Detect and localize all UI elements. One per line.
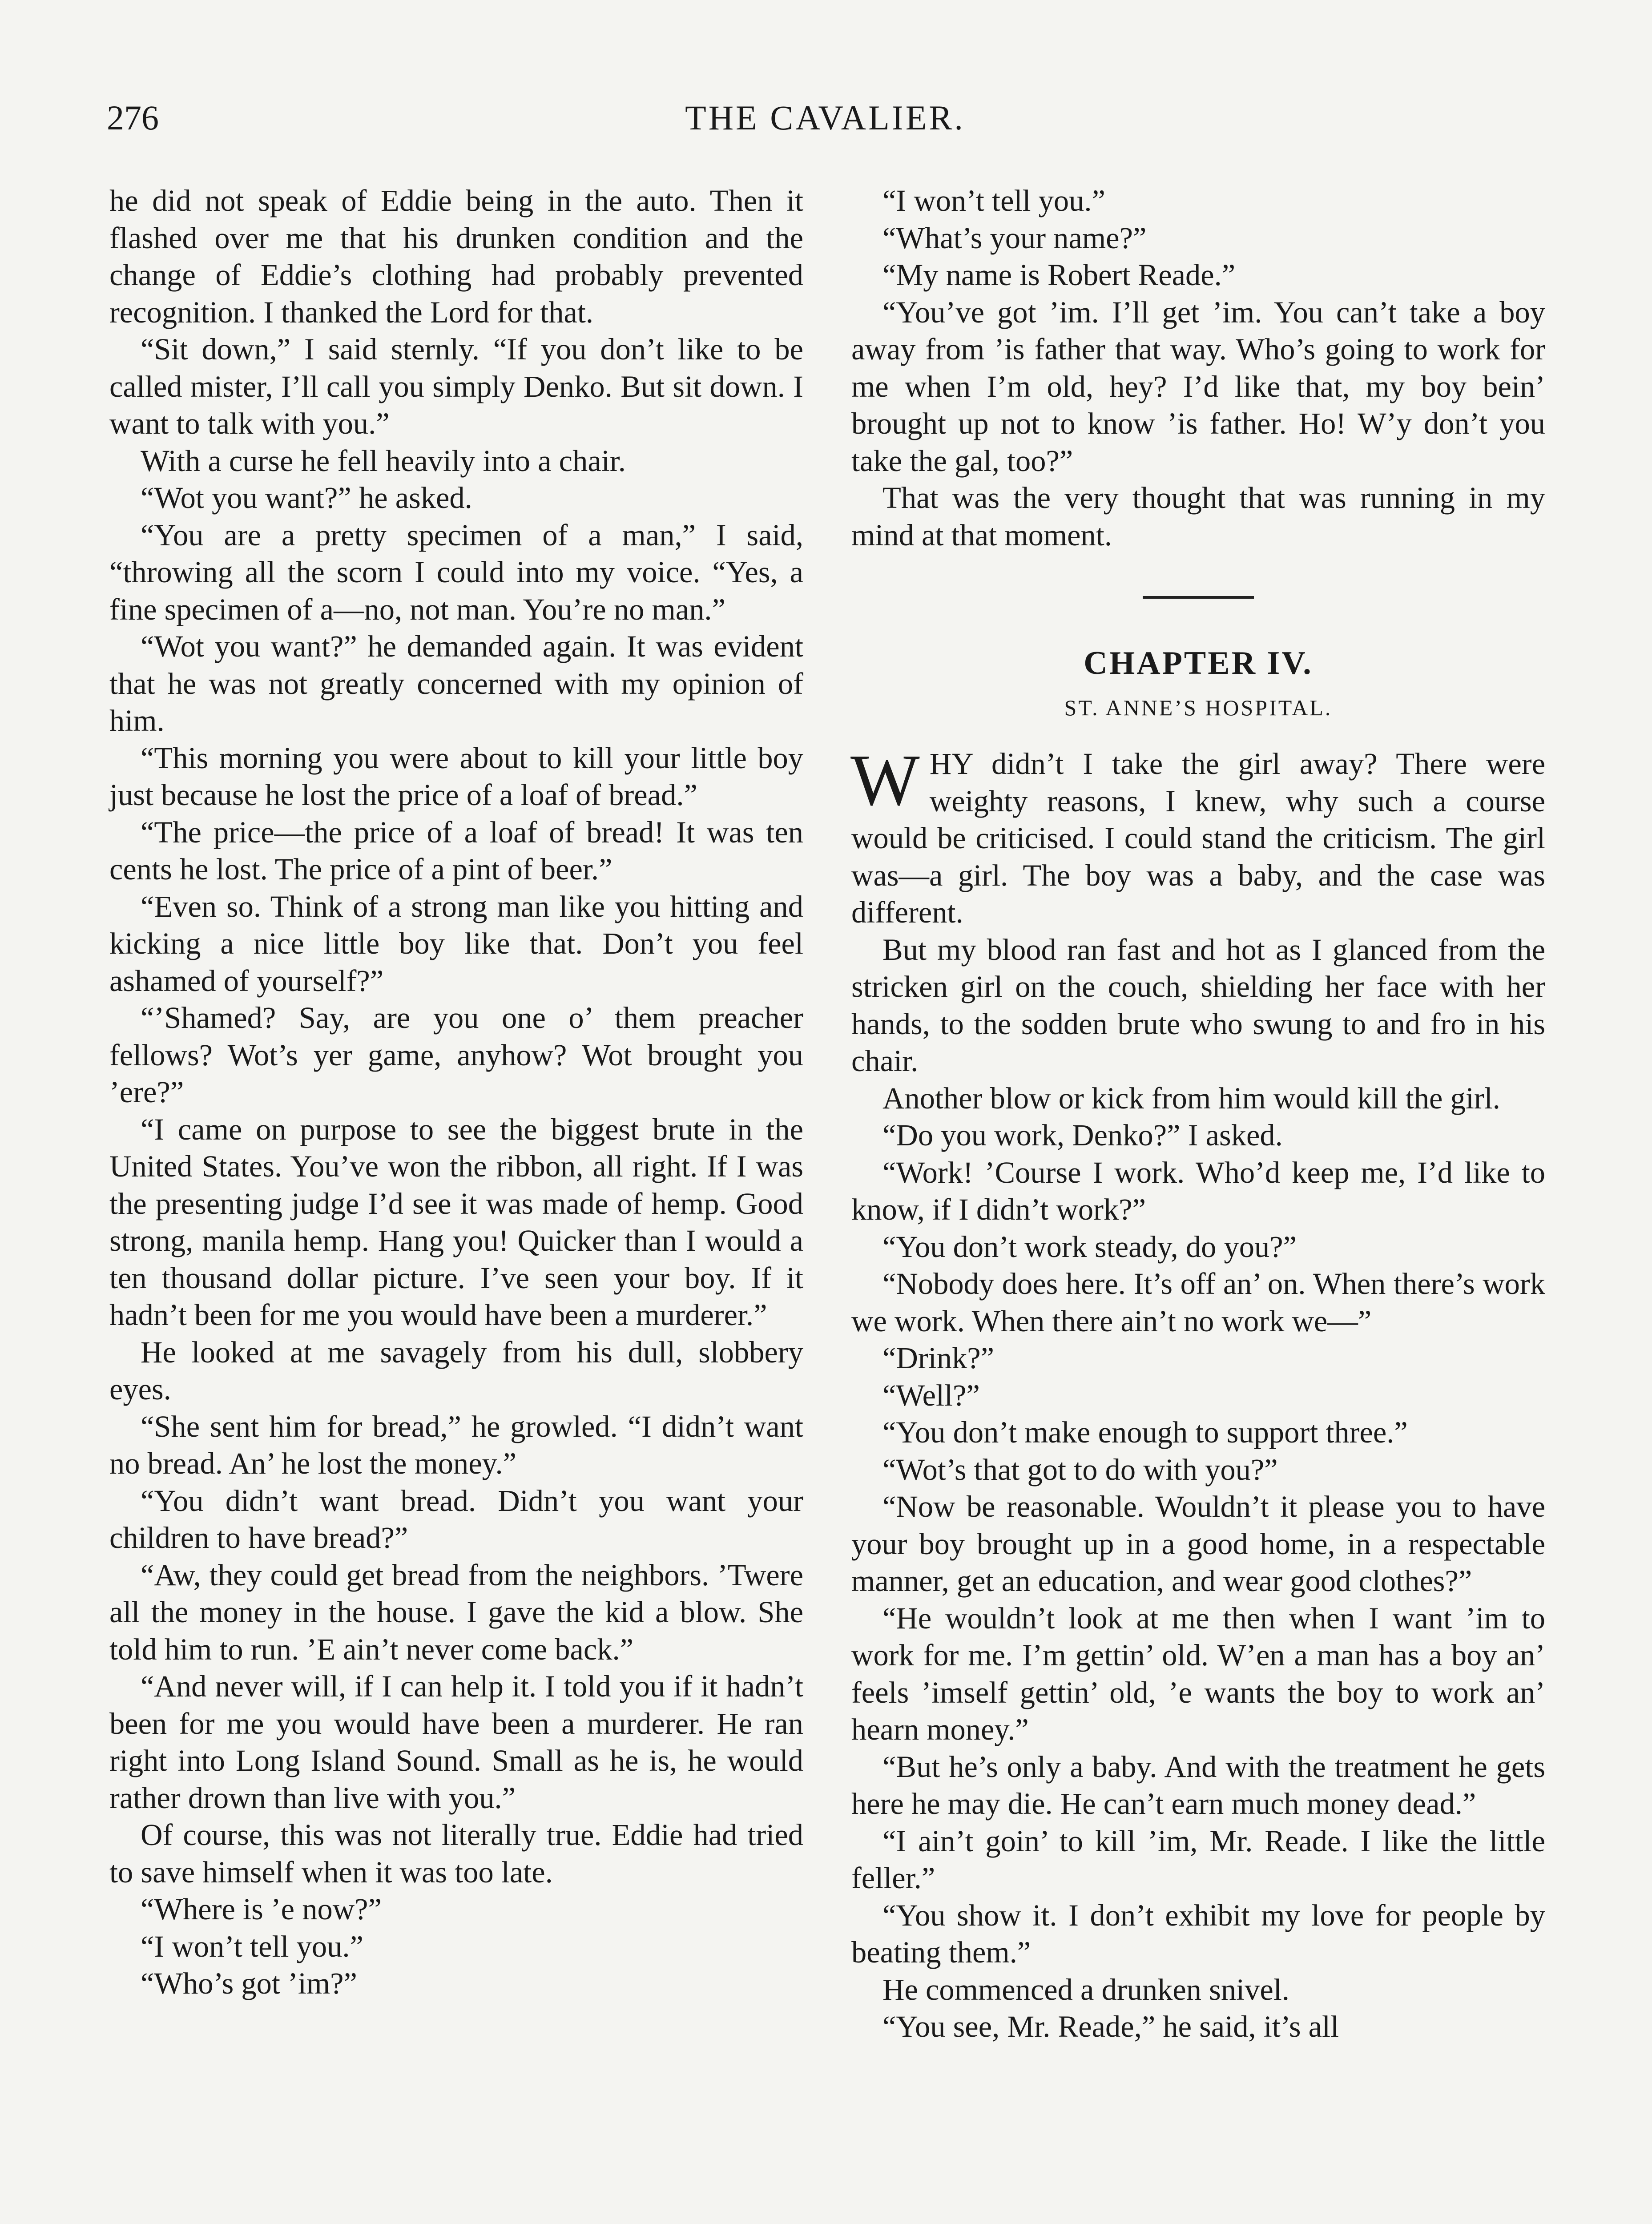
paragraph: “Do you work, Denko?” I asked. bbox=[882, 1118, 1283, 1152]
running-head: THE CAVALIER. bbox=[685, 98, 965, 137]
paragraph: “Now be reasonable. Wouldn’t it please you to have your boy brought up in a good home, in a respectable manner, get an education, and wear good clothes?” bbox=[851, 1490, 1545, 1598]
paragraph: “She sent him for bread,” he growled. “I didn’t want no bread. An’ he lost the money.” bbox=[109, 1409, 803, 1480]
chapter-subtitle: ST. ANNE’S HOSPITAL. bbox=[1064, 695, 1333, 720]
page-number: 276 bbox=[107, 98, 159, 137]
paragraph: Of course, this was not literally true. Eddie had tried to save himself when it was too late. bbox=[109, 1818, 803, 1889]
paragraph: “This morning you were about to kill your little boy just because he lost the price of a loaf of bread.” bbox=[109, 741, 803, 812]
paragraph: “I won’t tell you.” bbox=[882, 184, 1105, 218]
paragraph: “Wot you want?” he demanded again. It was evident that he was not greatly concerned with my opinion of him. bbox=[109, 629, 803, 737]
paragraph: Another blow or kick from him would kill the girl. bbox=[882, 1081, 1500, 1115]
paragraph: “You didn’t want bread. Didn’t you want your children to have bread?” bbox=[109, 1483, 803, 1555]
paragraph: “I ain’t goin’ to kill ’im, Mr. Reade. I like the little feller.” bbox=[851, 1824, 1545, 1895]
paragraph: With a curse he fell heavily into a chair. bbox=[141, 443, 626, 478]
chapter-opening-paragraph bbox=[850, 739, 1545, 931]
paragraph: He commenced a drunken snivel. bbox=[882, 1972, 1289, 2006]
paragraph: “But he’s only a baby. And with the treatment he gets here he may die. He can’t earn much money dead.” bbox=[851, 1749, 1545, 1821]
paragraph: he did not speak of Eddie being in the auto. Then it flashed over me that his drunken condition and the change of Eddie’s clothing had probably prevented recognition. I thanked the Lord for that. bbox=[109, 184, 803, 329]
paragraph: “Sit down,” I said sternly. “If you don’t like to be called mister, I’ll call you simply Denko. But sit down. I want to talk with you.” bbox=[109, 332, 803, 440]
drop-cap: W bbox=[850, 739, 920, 821]
paragraph: “Who’s got ’im?” bbox=[141, 1966, 357, 2000]
paragraph: He looked at me savagely from his dull, slobbery eyes. bbox=[109, 1335, 803, 1406]
paragraph: “I came on purpose to see the biggest brute in the United States. You’ve won the ribbon, all right. If I was the presenting judge I’d see it was made of hemp. Good strong, manila hemp. Hang you! Quicker than I would a ten thousand dollar picture. I’ve seen your boy. If it hadn’t been for me you would have been a murderer.” bbox=[109, 1112, 803, 1332]
paragraph: “And never will, if I can help it. I told you if it hadn’t been for me you would have been a murderer. He ran right into Long Island Sound. Small as he is, he would rather drown than live with you.” bbox=[109, 1669, 803, 1815]
paragraph: “You see, Mr. Reade,” he said, it’s all bbox=[882, 2010, 1339, 2043]
paragraph: “You don’t make enough to support three.” bbox=[882, 1415, 1408, 1449]
left-column bbox=[109, 182, 803, 2002]
section-divider bbox=[1143, 596, 1254, 599]
chapter-title: CHAPTER IV. bbox=[1084, 645, 1313, 681]
right-column bbox=[851, 182, 1545, 2046]
paragraph: “’Shamed? Say, are you one o’ them preacher fellows? Wot’s yer game, anyhow? Wot brought you ’ere?” bbox=[109, 1001, 803, 1109]
paragraph: “You’ve got ’im. I’ll get ’im. You can’t take a boy away from ’is father that way. Who’s going to work for me when I’m old, hey? I’d like that, my boy bein’ brought up not to know ’is father. Ho! W’y don’t you take the gal, too?” bbox=[851, 295, 1545, 478]
paragraph: “Where is ’e now?” bbox=[141, 1892, 382, 1926]
paragraph: “Well?” bbox=[882, 1378, 980, 1412]
paragraph: “Nobody does here. It’s off an’ on. When there’s work we work. When there ain’t no work we—” bbox=[851, 1267, 1545, 1338]
paragraph: “I won’t tell you.” bbox=[141, 1929, 363, 1963]
right-column-top-text bbox=[851, 182, 1545, 554]
paragraph: But my blood ran fast and hot as I glanced from the stricken girl on the couch, shielding her face with her hands, to the sodden brute who swung to and fro in his chair. bbox=[851, 932, 1545, 1078]
chapter-opening-text: HY didn’t I take the girl away? There were weighty reasons, I knew, why such a course would be criticised. I could stand the criticism. The girl was—a girl. The boy was a baby, and the case was different. bbox=[851, 747, 1545, 929]
paragraph: “You are a pretty specimen of a man,” I said, “throwing all the scorn I could into my voice. “Yes, a fine specimen of a—no, not man. You’re no man.” bbox=[109, 518, 803, 626]
paragraph: “You don’t work steady, do you?” bbox=[882, 1229, 1297, 1264]
paragraph: “Work! ’Course I work. Who’d keep me, I’d like to know, if I didn’t work?” bbox=[851, 1155, 1545, 1226]
paragraph: That was the very thought that was running in my mind at that moment. bbox=[851, 481, 1545, 552]
page-header bbox=[107, 98, 1543, 151]
paragraph: “Wot you want?” he asked. bbox=[141, 481, 472, 515]
paragraph: “Wot’s that got to do with you?” bbox=[882, 1452, 1278, 1487]
paragraph: “Aw, they could get bread from the neighbors. ’Twere all the money in the house. I gave the kid a blow. She told him to run. ’E ain’t never come back.” bbox=[109, 1558, 803, 1666]
right-column-bottom-text bbox=[851, 931, 1545, 2046]
paragraph: “Even so. Think of a strong man like you hitting and kicking a nice little boy like that. Don’t you feel ashamed of yourself?” bbox=[109, 889, 803, 998]
paragraph: “He wouldn’t look at me then when I want ’im to work for me. I’m gettin’ old. W’en a man has a boy an’ feels ’imself gettin’ old, ’e wants the boy to work an’ hearn money.” bbox=[851, 1601, 1545, 1746]
paragraph: “My name is Robert Reade.” bbox=[882, 258, 1236, 292]
paragraph: “What’s your name?” bbox=[882, 221, 1147, 255]
paragraph: “Drink?” bbox=[882, 1341, 995, 1375]
paragraph: “The price—the price of a loaf of bread! It was ten cents he lost. The price of a pint of beer.” bbox=[109, 815, 803, 886]
paragraph: “You show it. I don’t exhibit my love for people by beating them.” bbox=[851, 1898, 1545, 1969]
